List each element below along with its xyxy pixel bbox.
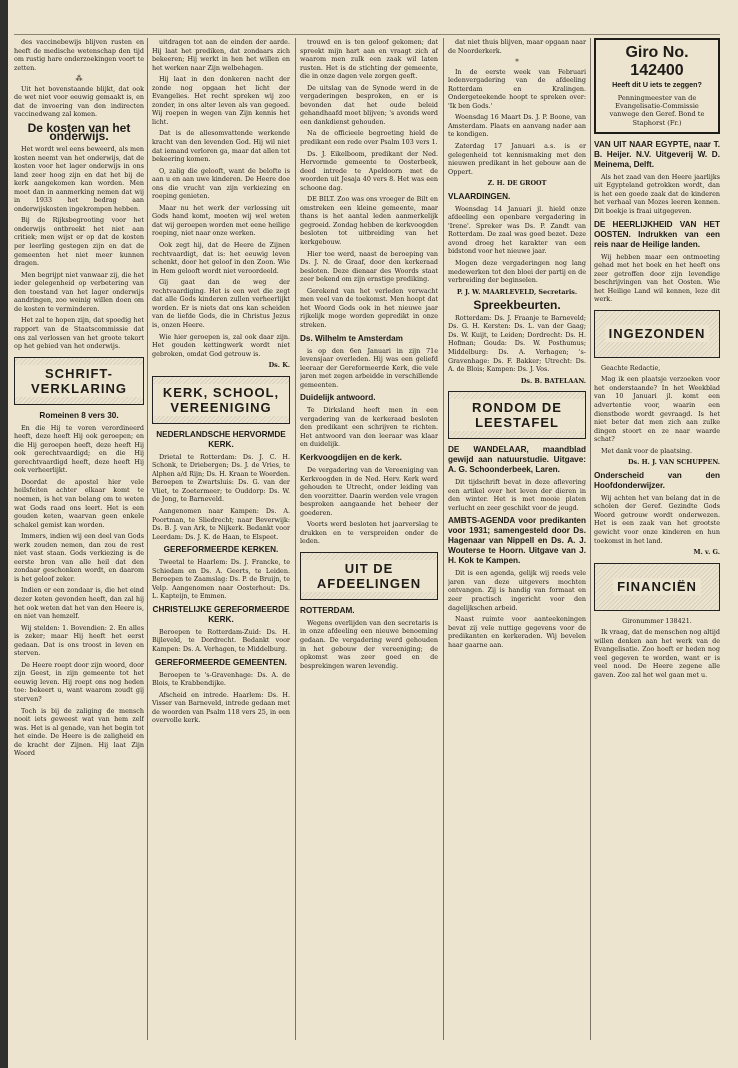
article-text: Het wordt wel eens beweerd, als men kosten neemt van het onderwijs, dat de kosten voor het lager onderwijs in ons land zeer hoog zijn en dat het bij de kerk aangekomen kan worden. Men moet dan in aanmerking nemen dat wij in 1933 het bedrag aan onderwijskosten ingekrompen hebben.	[14, 145, 144, 213]
article-title: De kosten van het onderwijs.	[27, 120, 131, 144]
article-text: DE BILT. Zoo was ons vroeger de Bilt en omstreken een kleine gemeente, maar thans is het aantal leden aanmerkelijk gegroeid. Zondag hebben de kerkvoogden besloten tot uitbreiding van het kerkgebouw.	[300, 195, 438, 247]
section-heading: ROTTERDAM.	[300, 605, 355, 615]
article-text: dat niet thuis blijven, maar opgaan naar de Noorderkerk.	[448, 38, 586, 55]
banner-label: INGEZONDEN	[605, 325, 710, 342]
author-signature: Z. H. DE GROOT	[487, 179, 547, 188]
giro-number: Giro No. 142400	[625, 44, 689, 79]
author-signature: P. J. W. MAARLEVELD, Secretaris.	[456, 287, 578, 296]
section-banner	[594, 563, 720, 611]
giro-reference: Gironummer 138421.	[622, 616, 692, 625]
giro-organisation: Penningmeester van de Evangelisatie-Commissie vanwege den Geref. Bond te Staphorst (Fr.)	[609, 94, 705, 127]
author-signature: Ds. B. BATELAAN.	[520, 376, 586, 385]
section-heading: Ds. Wilhelm te Amsterdam	[300, 333, 403, 343]
section-banner	[152, 376, 290, 424]
article-text: Hij laat in den donkeren nacht der zonde nog opgaan het licht der Evangelies. Het recht spreken wij zoo zonder, in ons alter leven als van gegoed. Wij roepen in wegen van Zijn kennis het licht.	[152, 75, 290, 126]
article-text: Beroepen te 's-Gravenhage: Ds. A. de Blois, te Krabbendijke.	[152, 670, 290, 688]
column-rule	[147, 38, 148, 1040]
article-text: Maar nu het werk der verlossing uit Gods hand komt, moeten wij wel weten dat wij geroepen worden met eene heilige roeping, niet naar onze werken.	[152, 203, 290, 238]
article-text: Wij stelden: 1. Bovendien: 2. En alles is zeker; maar Hij heeft het eerst gedaan. Dat is ons troost in leven en sterven.	[14, 623, 144, 658]
banner-label: UIT DE AFDEELINGEN	[301, 560, 437, 592]
article-text: Indien er een zondaar is, die het eind dezer keten gevonden heeft, dan zal hij het ook weten dat het van den Heere is, en niet van hemzelf.	[14, 586, 144, 621]
section-heading: VLAARDINGEN.	[448, 191, 511, 201]
banner-label: SCHRIFT-VERKLARING	[15, 365, 143, 397]
section-banner	[14, 357, 144, 405]
article-text: Wij hebben maar een ontmoeting gehad met het boek en het heeft ons zeer getroffen door zijn levendige beschrijvingen van het Oosten. Wie het Heilige Land wil kennen, leze dit werk.	[594, 252, 720, 304]
section-heading: CHRISTELIJKE GEREFORMEERDE KERK.	[152, 604, 290, 624]
banner-label: FINANCIËN	[613, 578, 701, 595]
section-heading: GEREFORMEERDE KERKEN.	[163, 545, 279, 555]
article-text: Voorts werd besloten het jaarverslag te drukken en te verspreiden onder de leden.	[300, 520, 438, 546]
article-text: Woensdag 14 Januari jl. hield onze afdeeling een openbare vergadering in 'Irene'. Spreker was Ds. P. Zandt van Rotterdam. De zaal was goed bezet. Deze avond droeg het karakter van een bidstond voor het nieuwe jaar.	[448, 204, 586, 256]
column-rule	[443, 38, 444, 1040]
article-text: De uitslag van de Synode werd in de vergaderingen besproken, en er is bevonden dat het oude beleid gehandhaafd moet blijven; 's avonds werd een dankdienst gehouden.	[300, 83, 438, 126]
article-text: Wegens overlijden van den secretaris is in onze afdeeling een nieuwe benoeming gedaan. De vergadering werd gehouden in het gebouw der vereeniging; de opkomst was zeer goed en de besprekingen waren levendig.	[300, 618, 438, 670]
section-heading: GEREFORMEERDE GEMEENTEN.	[155, 657, 287, 667]
section-heading: DE HEERLIJKHEID VAN HET OOSTEN. Indrukken van een reis naar de Heilige landen.	[594, 219, 720, 249]
article-text: Hier toe werd, naast de beroeping van Ds. J. N. de Graaf, door den kerkeraad besloten. Deze dienaar des Woords staat zeer bekend om zijn ernstige prediking.	[300, 249, 438, 284]
verse-reference: Romeinen 8 vers 30.	[39, 410, 119, 420]
article-text: De Heere roept door zijn woord, door zijn Geest, in zijn gemeente tot het eeuwig leven. Hij roept ons nog heden toe: bekeert u, want waarom zoudt gij sterven?	[14, 660, 144, 703]
giro-advert-box	[594, 38, 720, 134]
article-text: Men begrijpt niet vanwaar zij, die het ieder gelegenheid op verbetering van den toestand van het lager onderwijs aandringen, zoo weinig willen doen om de kosten te verminderen.	[14, 270, 144, 313]
article-text: is op den 6en Januari in zijn 71e levensjaar overleden. Hij was een geliefd leeraar der Gereformeerde Kerk, die vele jaren met zegen arbeidde in verschillende gemeenten.	[300, 346, 438, 389]
binding-gutter	[0, 0, 8, 1068]
article-text: Woensdag 16 Maart Ds. J. P. Boone, van Amsterdam. Plaats en aanvang nader aan te kondigen.	[448, 113, 586, 139]
separator-mark: *	[515, 58, 519, 67]
article-text: Rotterdam: Ds. J. Fraanje te Barneveld; Ds. G. H. Kersten: Ds. L. van der Gaag; Ds. W. Kuijt, te Leiden; Dordrecht: Ds. H. Hofman; Gouda: Ds. W. Posthumus; Middelburg: Ds. A. Verhagen; 's-Gravenhage: Ds. F. Bakker; Utrecht: Ds. A. de Blois; Kampen: Ds. J. Vos.	[448, 313, 586, 374]
article-text: Toch is bij de zaliging de mensch nooit iets geweest wat van hem zelf was. Het is al genade, van het begin tot het einde. De Heere is de zaligheid en de kracht der Zijnen. Hij laat Zijn Woord	[14, 706, 144, 758]
article-text: Geachte Redactie,	[601, 363, 661, 372]
article-text: Ook zegt hij, dat de Heere de Zijnen rechtvaardigt, dat is: het eeuwig leven schenkt, door het geloof in den Zoon. Wie in Hem gelooft wordt niet veroordeeld.	[152, 241, 290, 275]
top-rule	[14, 34, 720, 35]
article-text: Zaterdag 17 Januari a.s. is er gelegenheid tot kennismaking met den nieuwen predikant in het gebouw aan de Oppert.	[448, 142, 586, 176]
section-heading: Duidelijk antwoord.	[300, 393, 376, 403]
article-text: des vaccinebewijs blijven rusten en heeft de medische wetenschap den tijd om rustig hare onderzoekingen voort te zetten.	[14, 38, 144, 72]
column-rule	[295, 38, 296, 1040]
section-banner	[594, 310, 720, 358]
article-text: Dit tijdschrift bevat in deze aflevering een artikel over het leven der dieren in den winter. Het is met mooie platen verlucht en zeer geschikt voor de jeugd.	[448, 478, 586, 512]
author-signature: Ds. K.	[268, 361, 290, 370]
article-text: uitdragen tot aan de einden der aarde. Hij laat het prediken, dat zondaars zich bekeeren; Hij werkt in hen het willen en het werken naar Zijn welbehagen.	[152, 38, 290, 72]
section-heading: AMBTS-AGENDA voor predikanten voor 1931; samengesteld door Ds. Hagenaar van Nippell en Ds. A. J. Wouterse te Hoorn. Uitgave van J. H. Kok te Kampen.	[448, 516, 586, 566]
banner-label: RONDOM DE LEESTAFEL	[449, 399, 585, 431]
section-banner	[448, 391, 586, 439]
article-text: Afscheid en intrede. Haarlem: Ds. H. Visser van Barneveld, intrede gedaan met de woorden van Psalm 118 vers 25, in een overvolle kerk.	[152, 690, 290, 725]
article-text: Bij de Rijksbegrooting voor het onderwijs ontbreekt het niet aan critiek; men wijst er op dat de kosten per leerling gestegen zijn en dat de gemeenten het niet meer kunnen dragen.	[14, 216, 144, 268]
article-text: Doordat de apostel hier vele heilsfeiten achter elkaar komt te noemen, is het van belang om te weten wat Gods raad ons leert. Het is een gouden keten, waarvan geen enkele schakel gemist kan worden.	[14, 477, 144, 529]
article-text: Wie hier geroepen is, zal ook daar zijn. Het gouden kettingwerk wordt niet gebroken, omdat God getrouw is.	[152, 332, 290, 358]
column-1	[14, 38, 144, 1038]
section-heading: DE WANDELAAR, maandblad gewijd aan natuurstudie. Uitgave: A. G. Schoonderbeek, Laren.	[448, 445, 586, 475]
section-heading: Kerkvoogdijen en de kerk.	[300, 452, 402, 462]
article-text: Het zal te hopen zijn, dat spoedig het rapport van de Staatscommissie dat ons zal verlossen van het groote tekort op het gebied van het onderwijs.	[14, 316, 144, 351]
column-4	[448, 38, 586, 1038]
column-rule	[590, 38, 591, 1040]
author-signature: M. v. G.	[693, 548, 720, 557]
article-text: trouwd en is ten geloof gekomen; dat spreekt mijn hart aan en vraagt zich af waarom men zulk een zaak wil laten rusten. Het is de stichting der gemeente, die in onze dagen vele zorgen geeft.	[300, 38, 438, 81]
section-heading: VAN UIT NAAR EGYPTE, naar T. B. Heijer. N.V. Uitgeverij W. D. Meinema, Delft.	[594, 139, 720, 169]
article-text: Gerekend van het verleden verwacht men veel van de toekomst. Men hoopt dat het Woord Gods ook in het nieuwe jaar rijkelijk moge worden gepredikt in onze streken.	[300, 286, 438, 329]
article-text: Ik vraag, dat de menschen nog altijd willen denken aan het werk van de Evangelisatie. Zoo hoeft er heden nog veel gegeven te worden, want er is veel nood. De Heere zegene alle gaven. Zoo zal het wel gaan met u.	[594, 628, 720, 679]
author-signature: Ds. H. J. VAN SCHUPPEN.	[628, 458, 720, 467]
section-heading: Onderscheid van den Hoofdonderwijzer.	[594, 470, 720, 490]
section-banner	[300, 552, 438, 600]
article-text: Te Dirksland heeft men in een vergadering van de kerkeraad besloten den predikant een schrijven te richten. Het antwoord van den leeraar was klaar en duidelijk.	[300, 406, 438, 449]
article-text: Met dank voor de plaatsing.	[601, 446, 693, 455]
article-text: Uit het bovenstaande blijkt, dat ook de wet niet voor eeuwig gemaakt is, en dat de invoering van den indirecten vaccinedwang zal komen.	[14, 84, 144, 119]
article-text: Na de officieele begroeting hield de predikant een rede over Psalm 103 vers 1.	[300, 129, 438, 147]
article-text: Tweetal te Haarlem: Ds. J. Francke, te Schiedam en Ds. A. Geerts, te Leiden. Beroepen te Zaamslag: Ds. P. de Bruijn, te Velp. Aangenomen naar Oosterhout: Ds. L. Kapteijn, te Emmen.	[152, 558, 290, 601]
banner-label: KERK, SCHOOL, VEREENIGING	[153, 384, 289, 416]
article-text: De vergadering van de Vereeniging van Kerkvoogden in de Ned. Herv. Kerk werd gehouden te Utrecht, onder leiding van den voorzitter. Daarin werden vele vragen besproken aangaande het beheer der goederen.	[300, 465, 438, 517]
article-text: In de eerste week van Februari ledenvergadering van de afdeeling Rotterdam en Kralingen. Ondergeteekende hoopt te spreken over: 'Ik ben Gods.'	[448, 67, 586, 110]
article-text: Drietal te Rotterdam: Ds. J. C. H. Schonk, te Driebergen; Ds. J. de Vries, te Alphen a/d Rijn; Ds. H. Kraan te Woerden. Beroepen te Zwartsluis: Ds. G. van der Vliet, te Zoetermeer; te Ouddorp: Ds. W. de Jong, te Barneveld.	[152, 452, 290, 504]
column-5	[594, 38, 720, 1038]
article-text: Gij gaat dan de weg der rechtvaardiging. Het is een wet die zegt dat alle Gods kinderen zullen verheerlijkt worden. Er is niets dat ons kan scheiden van de liefde Gods, die in Christus Jezus is, onzen Heere.	[152, 278, 290, 329]
column-3	[300, 38, 438, 1038]
article-text: Aangenomen naar Kampen: Ds. A. Poortman, te Sliedrecht; naar Beverwijk: Ds. B. J. van Ark, te Nijkerk. Bedankt voor Leerdam: Ds. J. K. de Haan, te Elspeet.	[152, 506, 290, 541]
section-heading: NEDERLANDSCHE HERVORMDE KERK.	[156, 429, 286, 449]
article-text: Dat is de allesomvattende werkende kracht van den levenden God. Hij wil niet dat iemand verloren ga, maar dat allen tot bekeering komen.	[152, 129, 290, 164]
article-text: Immers, indien wij een deel van Gods werk zouden nemen, dan zou de rest niet vast staan. Gods verkiezing is de eerste bron van alle heil dat den zondaar geschonken wordt, en daarom is het geloof zeker.	[14, 532, 144, 583]
article-text: Dit is een agenda, gelijk wij reeds vele jaren van deze uitgevers mochten ontvangen. Zij is handig van formaat en zeer practisch ingericht voor den dagelijkschen arbeid.	[448, 569, 586, 612]
section-title: Spreekbeurten.	[473, 298, 561, 313]
article-text: Ds. J. Eikelboom, predikant der Ned. Hervormde gemeente te Oosterbeek, deed intrede te Apeldoorn met de woorden uit Jesaja 40 vers 8. Het was een schoone dag.	[300, 149, 438, 192]
article-text: Beroepen te Rotterdam-Zuid: Ds. H. Bijleveld, te Dordrecht. Bedankt voor Kampen: Ds. A. Verhagen, te Middelburg.	[152, 627, 290, 653]
article-text: En die Hij te voren verordineerd heeft, deze heeft Hij ook geroepen; en die Hij geroepen heeft, deze heeft Hij ook gerechtvaardigd; en die Hij gerechtvaardigd heeft, deze heeft Hij ook verheerlijkt.	[14, 423, 144, 475]
article-text: O, zalig die gelooft, want de belofte is aan u en aan uwe kinderen. De Heere doe ons die vrucht van zijn verkiezing en roeping genieten.	[152, 166, 290, 201]
article-text: Naast ruimte voor aanteekeningen bevat zij vele nuttige gegevens voor de predikanten en kerkeraden. Wij bevelen haar gaarne aan.	[448, 615, 586, 649]
giro-question: Heeft dit U iets te zeggen?	[612, 80, 702, 89]
article-text: Wij achten het van belang dat in de scholen der Geref. Gezindte Gods Woord getrouw wordt onderwezen. Het is een zaak van het grootste gewicht voor onze kinderen en hun toekomst in het land.	[594, 493, 720, 545]
article-text: Als het zaad van den Heere jaarlijks uit Egypteland getrokken wordt, dan is het een goede zaak dat de kinderen het verhaal van Mozes leeren kennen. Dit boekje is fraai uitgegeven.	[594, 172, 720, 215]
article-text: Mogen deze vergaderingen nog lang medewerken tot den bloei der partij en de verbreiding der beginselen.	[448, 259, 586, 285]
column-2	[152, 38, 290, 1038]
separator-mark: ⁂	[75, 75, 83, 84]
article-text: Mag ik een plaatsje verzoeken voor het onderstaande? In het Weekblad van 10 Januari jl. komt een advertentie voor, waarin een dienstbode wordt gevraagd. Is het niet beter dat men zich aan zulke dingen stoort en ze naar waarde schat?	[594, 375, 720, 444]
